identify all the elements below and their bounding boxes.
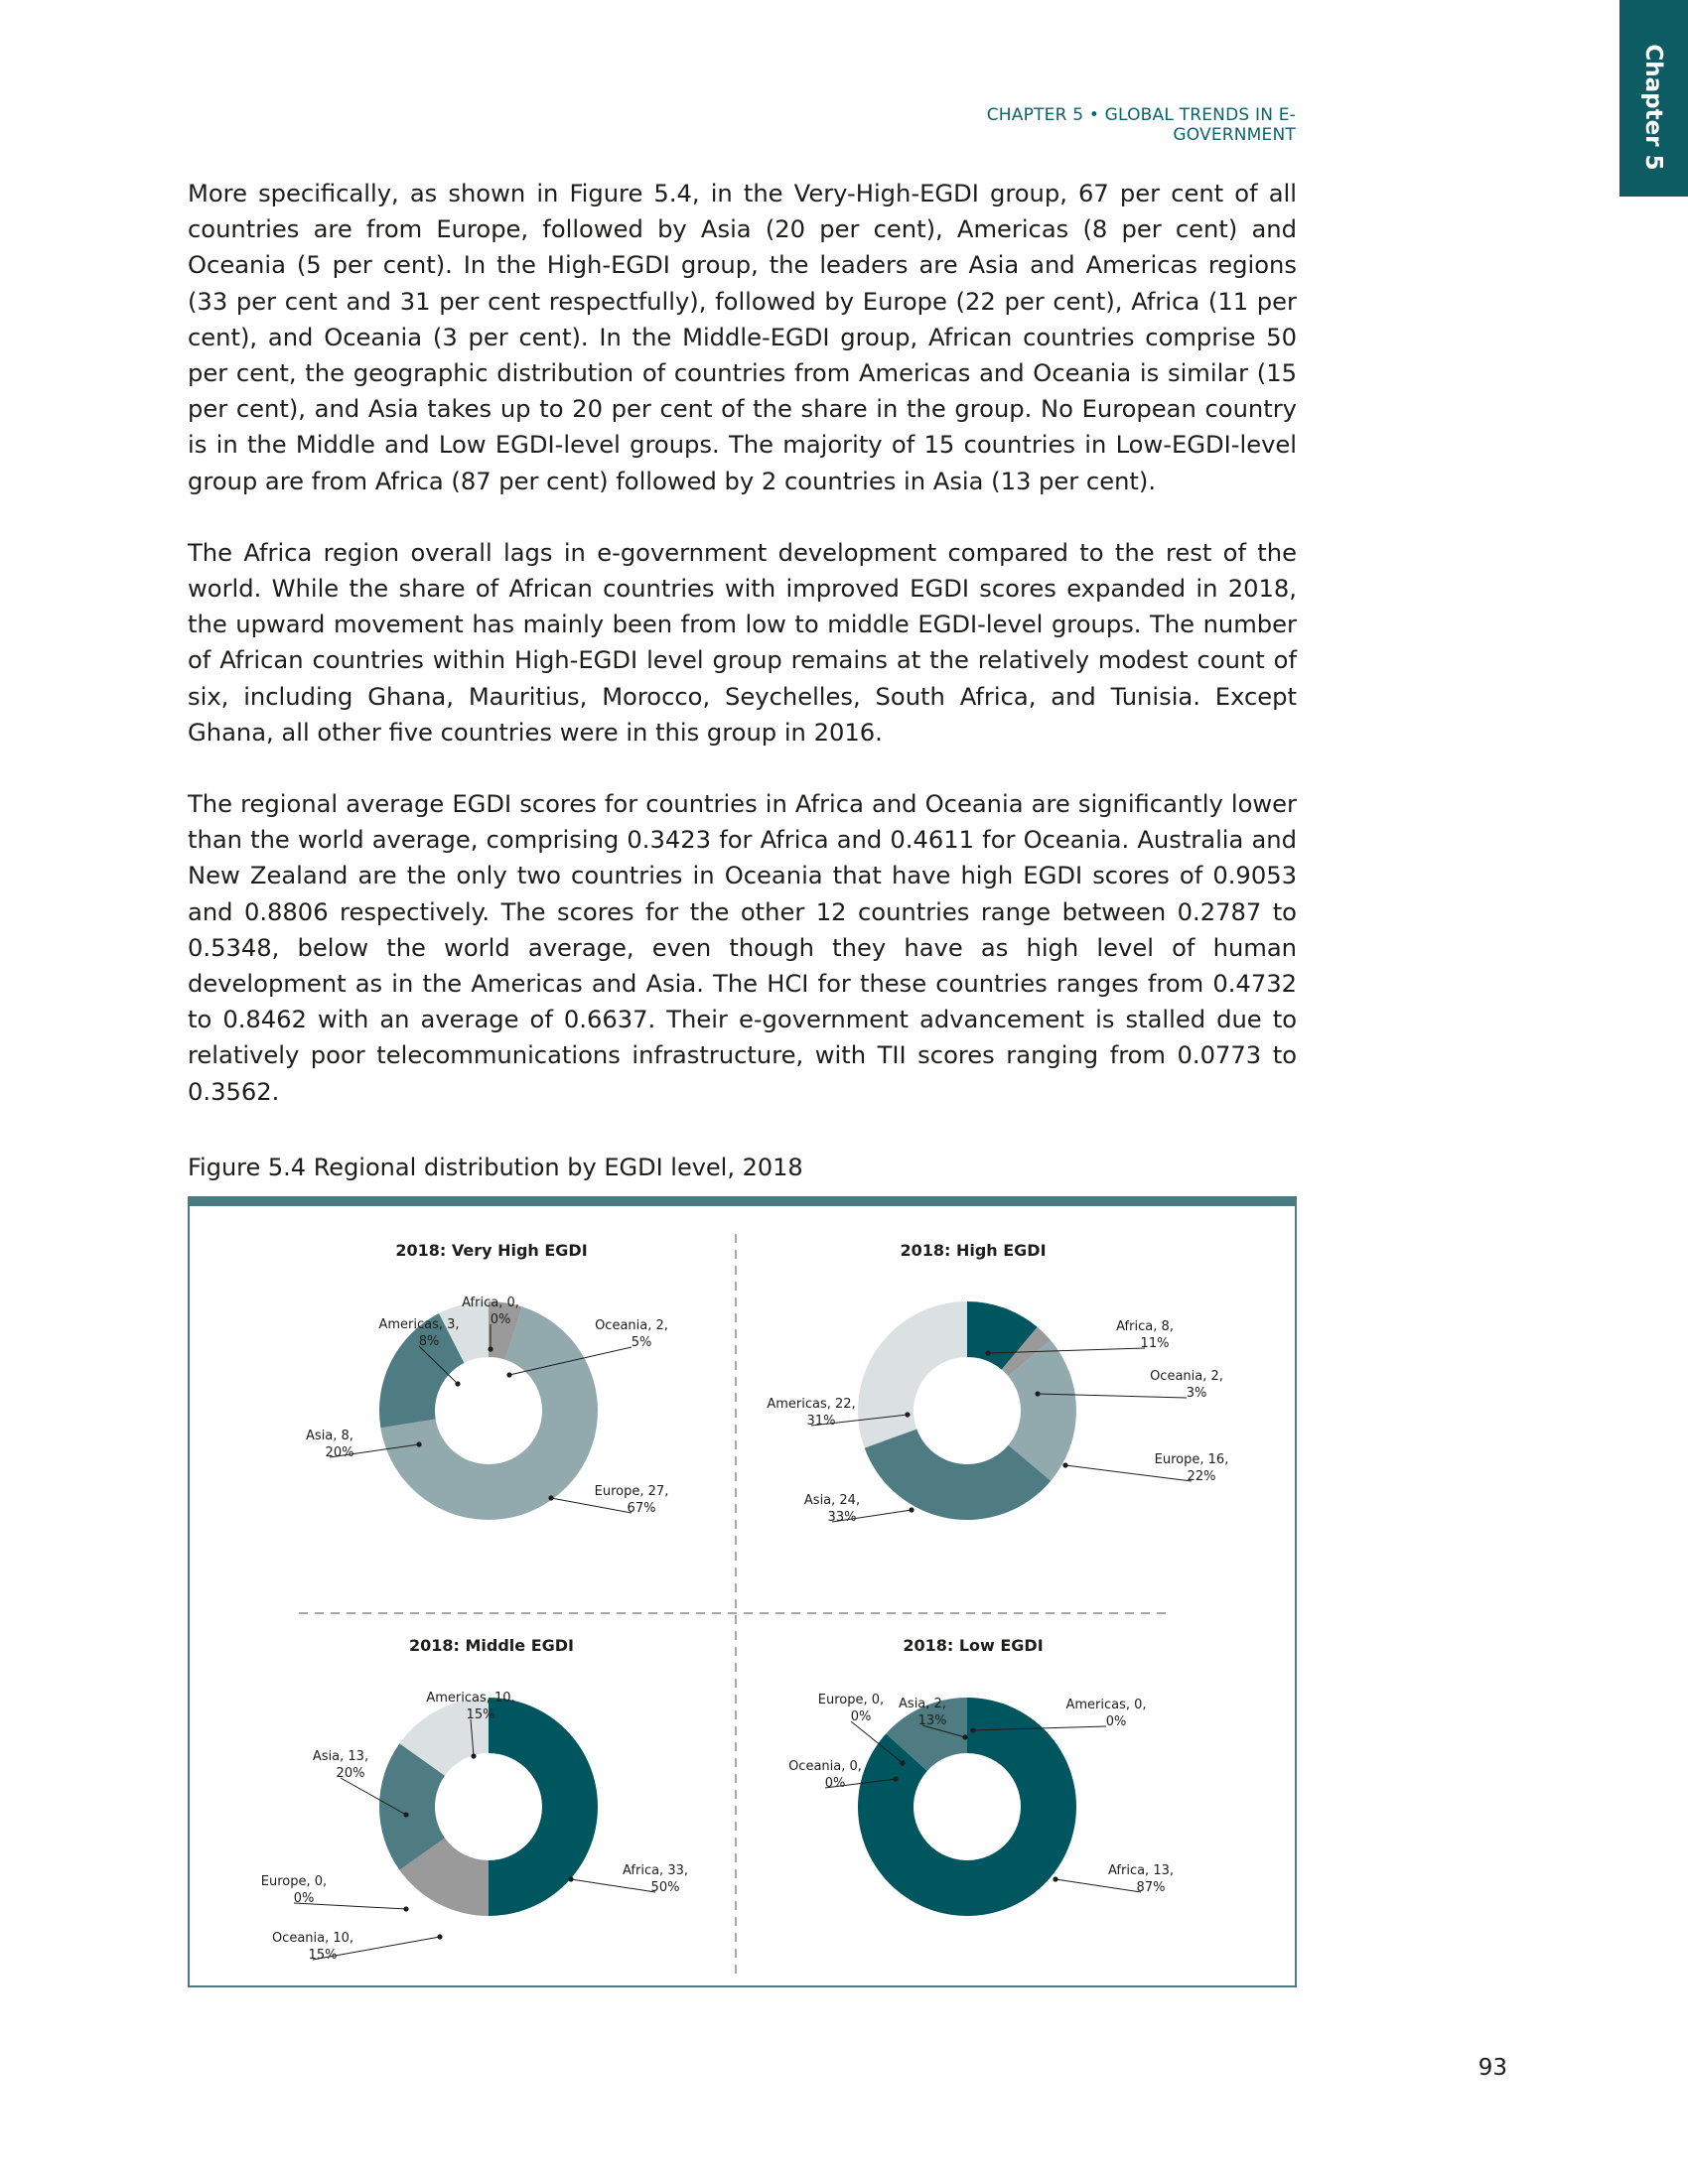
chart-title: 2018: Low EGDI xyxy=(903,1636,1044,1655)
running-head: CHAPTER 5 • GLOBAL TRENDS IN E-GOVERNMENT xyxy=(986,105,1296,145)
paragraph: The regional average EGDI scores for countries in Africa and Oceania are significantly lower than the world average, comprising 0.3423 for Africa and 0.4611 for Oceania. Australia and New Zealand are the only two countries in Oceania that have high EGDI scores of 0.9053 and 0.8806 respectively. The scores for the other 12 countries range between 0.2787 to 0.5348, below the world average, even though they have as high level of human development as in the Americas and Asia. The HCI for these countries ranges from 0.4732 to 0.8462 with an average of 0.6637. Their e-government advancement is stalled due to relatively poor telecommunications infrastructure, with TII scores ranging from 0.0773 to 0.3562. xyxy=(188,790,1297,1106)
page-number: 93 xyxy=(1477,2055,1507,2081)
leader-dot-oceania xyxy=(1035,1391,1040,1396)
slice-label-africa: Africa, 8, 11% xyxy=(1116,1319,1174,1351)
slice-label-africa: Africa, 13, 87% xyxy=(1107,1863,1175,1895)
body-text xyxy=(188,176,1297,1146)
chart-title: 2018: High EGDI xyxy=(900,1241,1047,1260)
leader-dot-europe xyxy=(900,1760,905,1765)
chapter-tab-label: Chapter 5 xyxy=(1640,44,1666,171)
leader-dot-europe xyxy=(1062,1462,1067,1467)
slice-label-oceania: Oceania, 2, 3% xyxy=(1150,1369,1223,1401)
leader-dot-americas xyxy=(905,1412,910,1417)
paragraph: More specifically, as shown in Figure 5.4, in the Very-High-EGDI group, 67 per cent of all countries are from Europe, followed by Asia (20 per cent), Americas (8 per cent) and Oceania (5 per cent). In the High-EGDI group, the leaders are Asia and Americas regions (33 per cent and 31 per cent respectfully), followed by Europe (22 per cent), Africa (11 per cent), and Oceania (3 per cent). In the Middle-EGDI group, African countries comprise 50 per cent, the geographic distribution of countries from Americas and Oceania is similar (15 per cent), and Asia takes up to 20 per cent of the share in the group. No European country is in the Middle and Low EGDI-level groups. The majority of 15 countries in Low-EGDI-level group are from Africa (87 per cent) followed by 2 countries in Asia (13 per cent). xyxy=(188,180,1297,495)
leader-line-europe xyxy=(1065,1465,1192,1481)
slice-label-europe: Europe, 16, 22% xyxy=(1154,1452,1229,1484)
slice-label-americas: Americas, 10, 15% xyxy=(426,1691,515,1722)
slice-label-europe: Europe, 27, 67% xyxy=(594,1484,669,1516)
slice-label-americas: Americas, 22, 31% xyxy=(767,1397,856,1429)
leader-dot-oceania xyxy=(437,1934,442,1939)
slice-label-asia: Asia, 8, 20% xyxy=(306,1429,354,1460)
chapter-tab xyxy=(1619,0,1688,197)
slice-label-americas: Americas, 3, 8% xyxy=(378,1317,460,1349)
slice-label-americas: Americas, 0, 0% xyxy=(1065,1698,1147,1729)
leader-dot-asia xyxy=(909,1507,914,1512)
slice-label-oceania: Oceania, 10, 15% xyxy=(271,1931,354,1963)
figure-frame xyxy=(188,1196,1297,1987)
leader-dot-americas xyxy=(471,1753,476,1758)
leader-dot-africa xyxy=(1053,1876,1057,1881)
leader-dot-oceania xyxy=(506,1372,511,1377)
leader-dot-africa xyxy=(488,1346,492,1351)
paragraph: The Africa region overall lags in e-government development compared to the rest of the world. While the share of African countries with improved EGDI scores expanded in 2018, the upward movement has mainly been from low to middle EGDI-level groups. The number of African countries within High-EGDI level group remains at the relatively modest count of six, including Ghana, Mauritius, Morocco, Seychelles, South Africa, and Tunisia. Except Ghana, all other five countries were in this group in 2016. xyxy=(188,538,1297,747)
slice-label-oceania: Oceania, 0, 0% xyxy=(788,1759,862,1791)
leader-line-africa xyxy=(1055,1879,1141,1892)
slice-label-asia: Asia, 24, 33% xyxy=(803,1493,861,1525)
donut-slice-americas xyxy=(858,1301,967,1448)
donut-slice-africa xyxy=(489,1698,598,1916)
leader-dot-oceania xyxy=(893,1776,898,1781)
slice-label-asia: Asia, 13, 20% xyxy=(312,1749,369,1781)
leader-dot-africa xyxy=(568,1876,573,1881)
leader-dot-asia xyxy=(403,1812,408,1817)
slice-label-africa: Africa, 0, 0% xyxy=(462,1296,519,1327)
chart-title: 2018: Very High EGDI xyxy=(395,1241,588,1260)
leader-dot-asia xyxy=(962,1734,967,1739)
leader-dot-europe xyxy=(548,1495,553,1500)
leader-dot-americas xyxy=(970,1727,975,1732)
slice-label-europe: Europe, 0, 0% xyxy=(260,1874,328,1906)
slice-label-europe: Europe, 0, 0% xyxy=(817,1693,885,1724)
leader-line-europe xyxy=(551,1498,632,1513)
figure-caption: Figure 5.4 Regional distribution by EGDI level, 2018 xyxy=(188,1154,803,1181)
donut-charts xyxy=(190,1206,1295,1985)
leader-dot-asia xyxy=(416,1441,421,1446)
leader-dot-africa xyxy=(985,1350,990,1355)
leader-dot-europe xyxy=(403,1906,408,1911)
slice-label-oceania: Oceania, 2, 5% xyxy=(595,1318,668,1350)
chart-title: 2018: Middle EGDI xyxy=(408,1636,575,1655)
leader-dot-americas xyxy=(455,1381,460,1386)
leader-line-africa xyxy=(571,1879,655,1892)
slice-label-africa: Africa, 33, 50% xyxy=(622,1863,689,1895)
slice-label-asia: Asia, 2, 13% xyxy=(899,1697,947,1728)
